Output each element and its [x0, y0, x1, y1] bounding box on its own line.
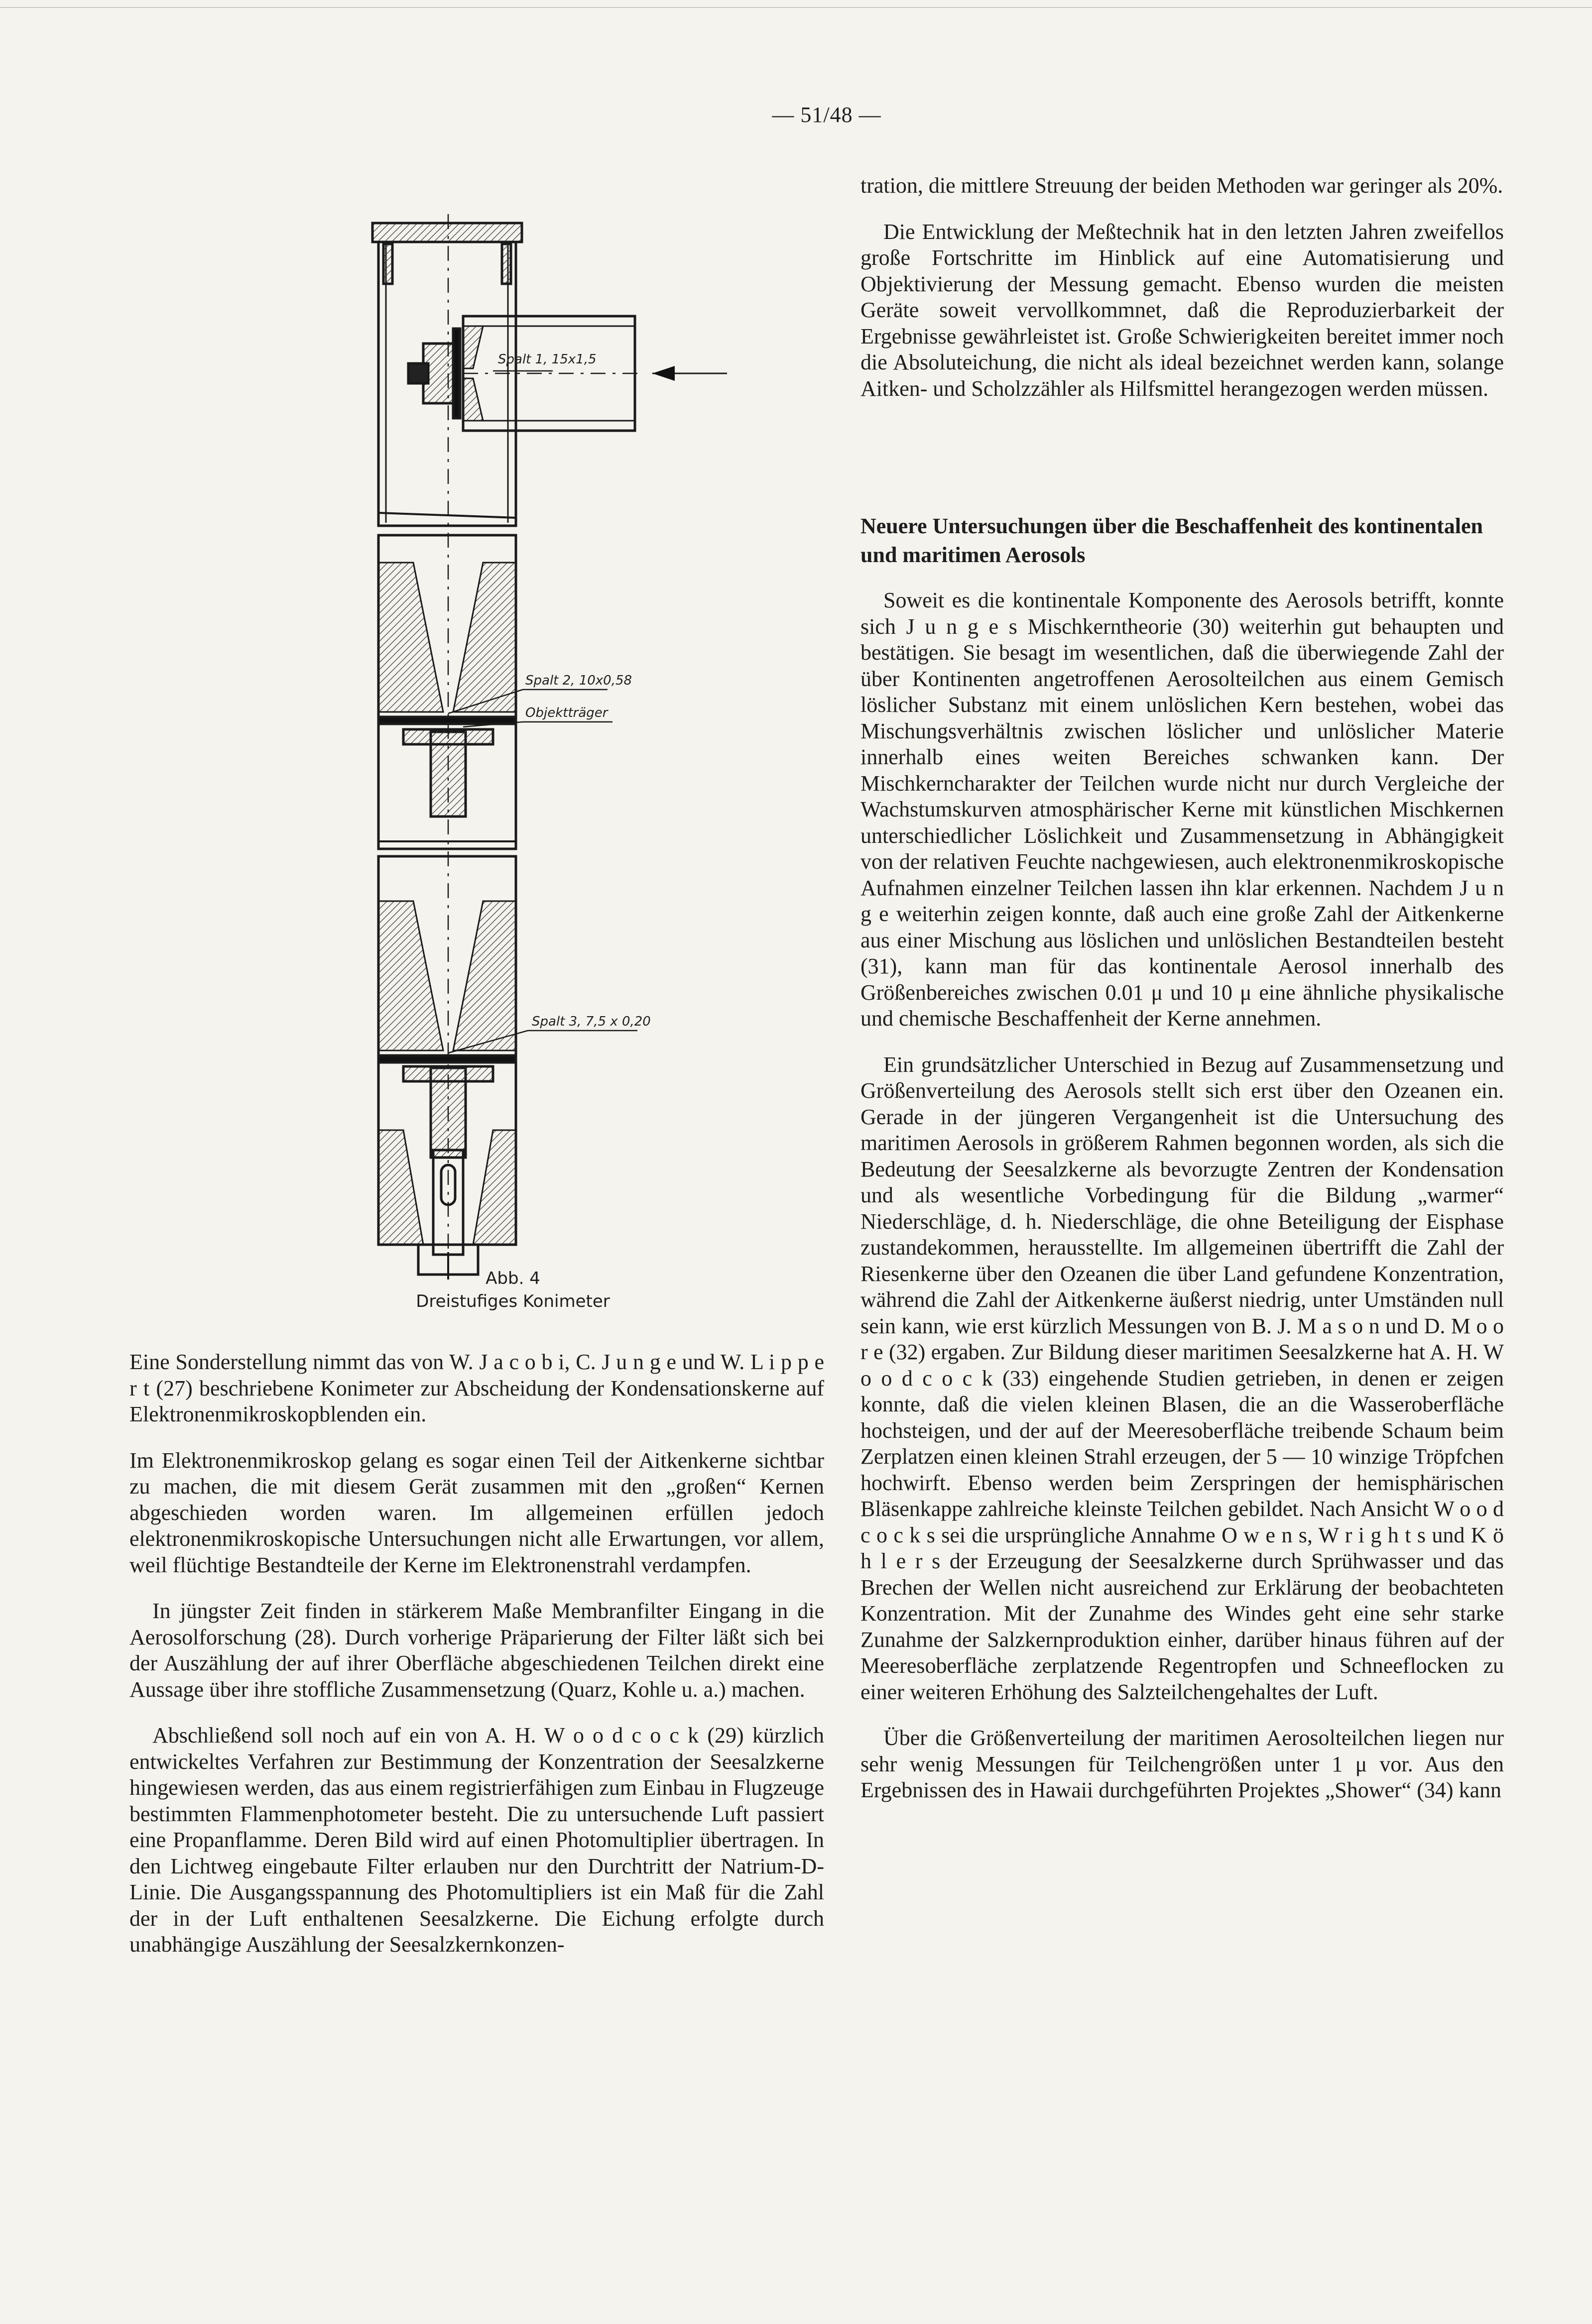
paragraph: Im Elektronenmikroskop gelang es sogar einen Teil der Aitkenkerne sichtbar zu machen, die mit diesem Gerät zusammen mit den „großen“ Kernen abgeschieden worden waren. Im allgemeinen erfüllen jedoch elektronenmikroskopische Untersuchungen nicht alle Erwartungen, vor allem, weil flüchtige Bestandteile der Kerne im Elektronenstrahl verdampfen. — [129, 1448, 824, 1577]
scan-edge-line — [0, 7, 1592, 8]
label-spalt-1: Spalt 1, 15x1,5 — [498, 352, 597, 367]
paragraph: Die Entwicklung der Meßtechnik hat in den letzten Jahren zweifellos große Fortschritte im Hinblick auf eine Automatisierung und Objektivierung der Messung gemacht. Ebenso wurden die meisten Geräte soweit vervollkommnet, daß die Reproduzierbarkeit der Ergebnisse gewährleistet ist. Große Schwierigkeiten bereitet immer noch die Absoluteichung, die nicht als ideal bezeichnet werden kann, solange Aitken- und Scholzzähler als Hilfsmittel herangezogen werden müssen. — [860, 219, 1504, 401]
paragraph: Ein grundsätzlicher Unterschied in Bezug auf Zusammensetzung und Größenverteilung des Aerosols stellt sich erst über den Ozeanen ein. Gerade in der jüngeren Vergangenheit ist die Untersuchung des maritimen Aerosols in größerem Rahmen begonnen worden, als sich die Bedeutung der Seesalzkerne als bevorzugte Zentren der Kondensation und als wesentliche Vorbedingung für die Bildung „warmer“ Niederschläge, d. h. Niederschläge, die ohne Beteiligung der Eisphase zustandekommen, herausstellte. Im allgemeinen übertrifft die Zahl der Riesenkerne über den Ozeanen die über Land gefundene Konzentration, während die Zahl der Aitkenkerne äußerst niedrig, unter Umständen null sein kann, wie erst kürzlich Messungen von B. J. M a s o n und D. M o o r e (32) ergaben. Zur Bildung dieser maritimen Seesalzkerne hat A. H. W o o d c o c k (33) eingehende Studien getrieben, in denen er zeigen konnte, daß die vielen kleinen Blasen, die an die Wasseroberfläche hochsteigen, und der auf der Meeresoberfläche treibende Schaum beim Zerplatzen einen kleinen Strahl erzeugen, der 5 — 10 winzige Tröpfchen hochwirft. Ebenso werden beim Zerspringen der hemisphärischen Bläsenkappe zahlreiche kleinste Teilchen gebildet. Nach Ansicht W o o d c o c k s sei die ursprüngliche Annahme O w e n s, W r i g h t s und K ö h l e r s der Erzeugung der Seesalzkerne durch Sprühwasser und das Brechen der Wellen nicht ausreichend zur Erklärung der beobachteten Konzentration. Mit der Zunahme des Windes geht eine sehr starke Zunahme der Salzkernproduktion einher, darüber hinaus führen auf der Meeresoberfläche zerplatzende Regentropfen und Schneeflocken zu einer weiteren Erhöhung des Salzteilchengehaltes der Luft. — [860, 1052, 1504, 1704]
object-slide-2 — [378, 717, 516, 724]
top-cap — [372, 223, 522, 242]
paragraph: Eine Sonderstellung nimmt das von W. J a c o b i, C. J u n g e und W. L i p p e r t (27) beschriebene Konimeter zur Abscheidung der Kondensationskerne auf Elektronenmikroskopblenden ein. — [129, 1350, 824, 1426]
left-column — [129, 1349, 824, 1978]
right-column-main — [860, 587, 1504, 1824]
figure-caption — [349, 1267, 677, 1313]
label-objekttraeger: Objektträger — [525, 705, 608, 720]
right-column-top — [860, 173, 1504, 422]
object-slide-3 — [378, 1055, 516, 1062]
page-number: — 51/48 — — [772, 103, 881, 127]
label-spalt-3: Spalt 3, 7,5 x 0,20 — [532, 1014, 651, 1029]
paragraph: In jüngster Zeit finden in stärkerem Maße Membranfilter Eingang in die Aerosolforschung (28). Durch vorherige Präparierung der Filter läßt sich bei der Auszählung der auf ihrer Oberfläche abgeschiedenen Teilchen direkt eine Aussage über ihre stoffliche Zusammensetzung (Quarz, Kohle u. a.) machen. — [129, 1599, 824, 1702]
paragraph: Soweit es die kontinentale Komponente des Aerosols betrifft, konnte sich J u n g e s Mischkerntheorie (30) weiterhin gut behaupten und bestätigen. Sie besagt im wesentlichen, daß die überwiegende Zahl der über Kontinenten angetroffenen Aerosolteilchen aus einem Gemisch löslicher Substanz mit einem unlöslichen Kern bestehen, wobei das Mischungsverhältnis zwischen löslicher und unlöslicher Materie innerhalb eines weiten Bereiches schwanken kann. Der Mischkerncharakter der Teilchen wurde nicht nur durch Vergleiche der Wachstumskurven atmosphärischer Kerne mit künstlichen Mischkernen unterschiedlicher Löslichkeit und Zusammensetzung in Abhängigkeit von der relativen Feuchte nachgewiesen, auch elektronenmikroskopische Aufnahmen einzelner Teilchen lassen ihn klar erkennen. Nachdem J u n g e weiterhin zeigen konnte, daß auch eine große Zahl der Aitkenkerne aus einer Mischung aus löslichen und unlöslichen Bestandteilen besteht (31), kann man für das kontinentale Aerosol innerhalb des Größenbereiches zwischen 0.01 μ und 10 μ eine ähnliche physikalische und chemische Beschaffenheit der Kerne annehmen. — [860, 588, 1504, 1031]
paragraph: Abschließend soll noch auf ein von A. H. W o o d c o c k (29) kürzlich entwickeltes Verfahren zur Bestimmung der Konzentration der Seesalzkerne hingewiesen werden, das aus einem registrierfähigen zum Einbau in Flugzeuge bestimmten Flammenphotometer besteht. Die zu untersuchende Luft passiert eine Propanflamme. Deren Bild wird auf einen Photomultiplier übertragen. In den Lichtweg eingebaute Filter erlauben nur den Durchtritt der Natrium-D-Linie. Die Ausgangsspannung des Photomultipliers ist ein Maß für die Zahl der in der Luft enthaltenen Seesalzkerne. Die Eichung erfolgte durch unabhängige Auszählung der Seesalzkernkonzen- — [129, 1723, 824, 1957]
paragraph: Über die Größenverteilung der maritimen Aerosolteilchen liegen nur sehr wenig Messungen für Teilchengrößen unter 1 μ vor. Aus den Ergebnissen des in Hawaii durchgeführten Projektes „Shower“ (34) kann — [860, 1726, 1504, 1802]
figure-title: Dreistufiges Konimeter — [416, 1291, 610, 1311]
konimeter-drawing — [349, 214, 727, 1279]
label-spalt-2: Spalt 2, 10x0,58 — [525, 673, 632, 688]
section-heading: Neuere Untersuchungen über die Beschaffenheit des kontinentalen und maritimen Aerosols — [860, 514, 1483, 567]
konimeter-figure — [349, 214, 727, 1279]
figure-number: Abb. 4 — [486, 1269, 540, 1288]
paragraph: tration, die mittlere Streuung der beiden Methoden war geringer als 20%. — [860, 173, 1503, 198]
